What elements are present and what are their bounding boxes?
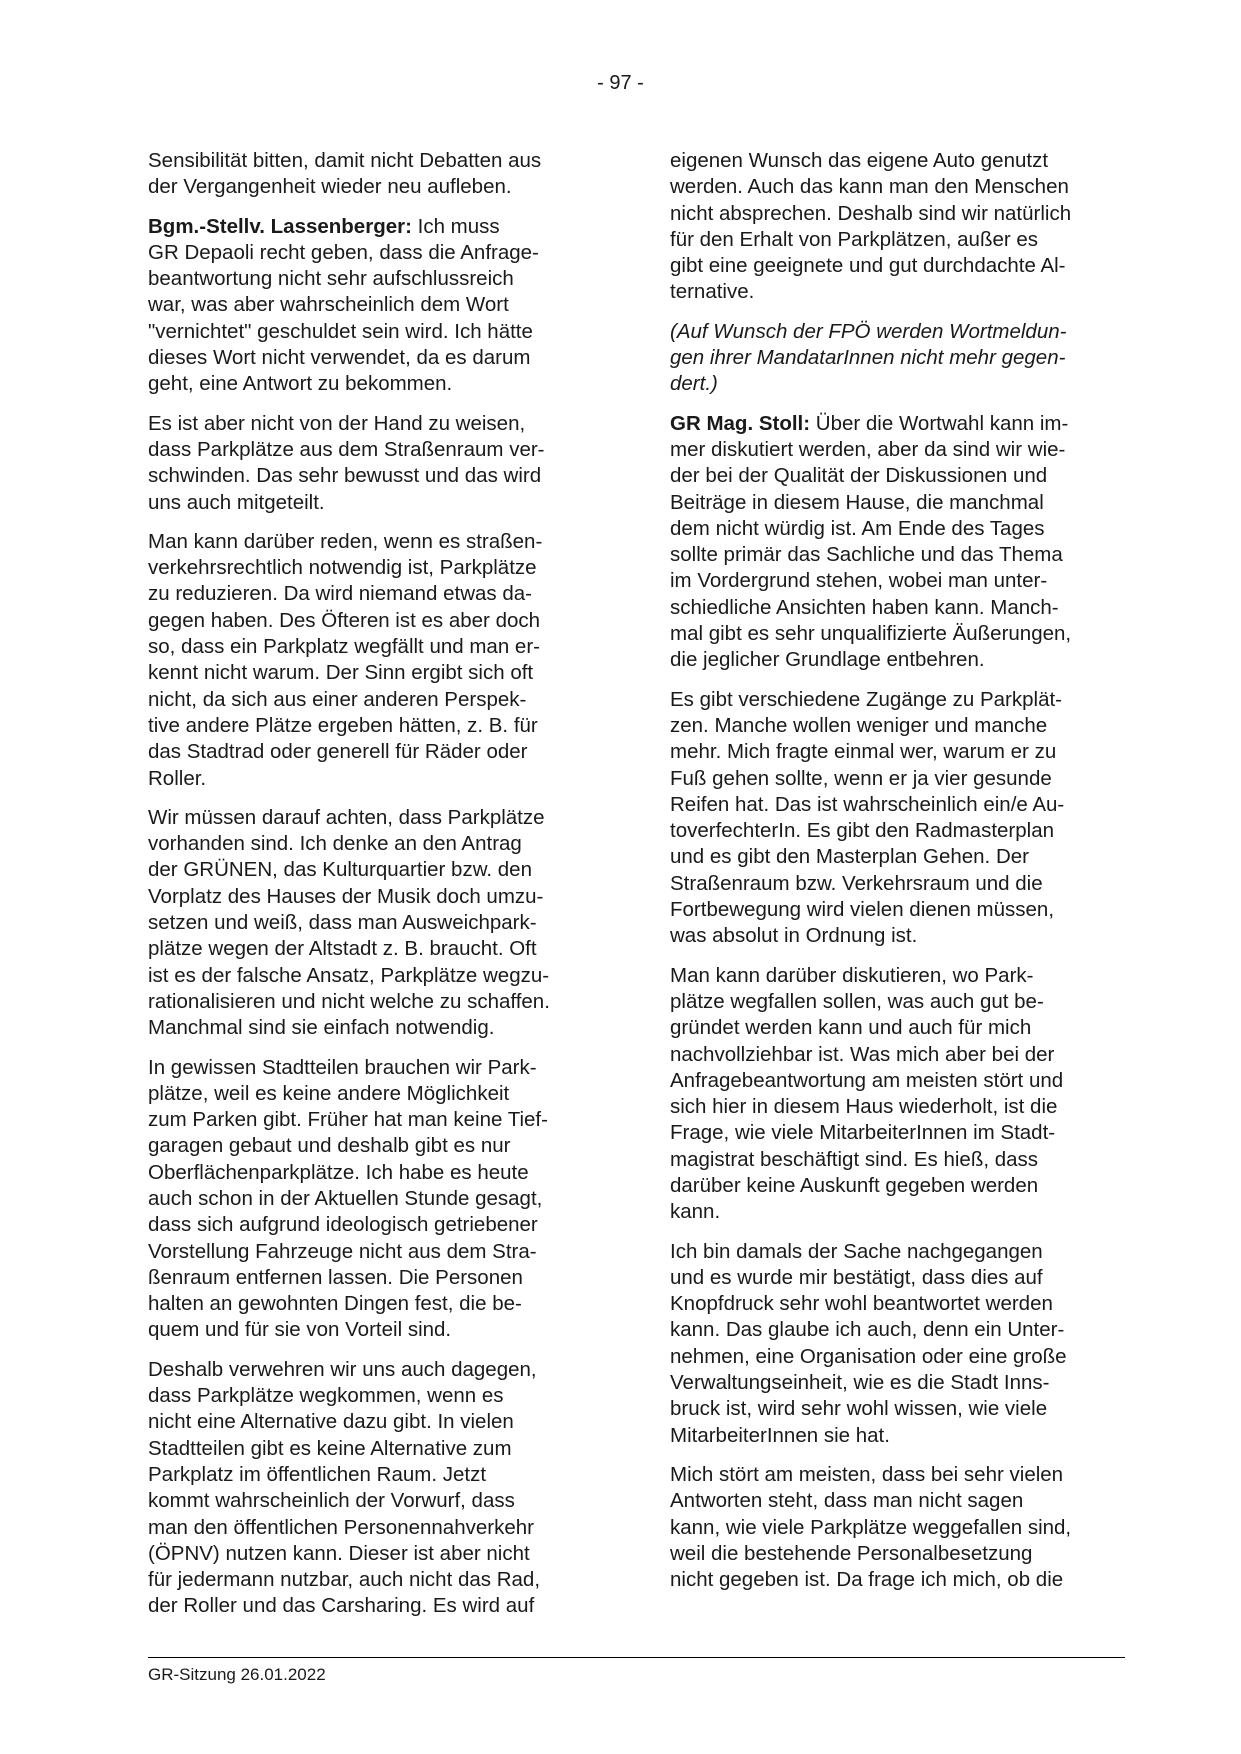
editorial-note: (Auf Wunsch der FPÖ werden Wortmeldun- gen ihrer MandatarInnen nicht mehr gegen- dert.) [670, 319, 1067, 396]
paragraph: eigenen Wunsch das eigene Auto genutzt werden. Auch das kann man den Menschen nicht absprechen. Deshalb sind wir natürlich für den Erhalt von Parkplätzen, außer es gibt eine geeignete und gut durchdachte Al- ternative. [670, 149, 1072, 304]
right-column [670, 148, 1122, 1606]
speaker-name: GR Mag. Stoll: [670, 411, 811, 435]
page-number: - 97 - [597, 72, 644, 94]
paragraph: Ich bin damals der Sache nachgegangen und es wurde mir bestätigt, dass dies auf Knopfdruck sehr wohl beantwortet werden kann. Das glaube ich auch, denn ein Unter- nehmen, eine Organisation oder eine große Verwaltungseinheit, wie es die Stadt Inns- bruck ist, wird sehr wohl wissen, wie viele MitarbeiterInnen sie hat. [670, 1239, 1067, 1447]
paragraph: Es ist aber nicht von der Hand zu weisen, dass Parkplätze aus dem Straßenraum ver- schwinden. Das sehr bewusst und das wird uns auch mitgeteilt. [148, 411, 545, 514]
speaker-name: Bgm.-Stellv. Lassenberger: [148, 214, 412, 238]
footer-text: GR-Sitzung 26.01.2022 [148, 1665, 326, 1684]
left-column [148, 148, 600, 1633]
paragraph: In gewissen Stadtteilen brauchen wir Park- plätze, weil es keine andere Möglichkeit zum Parken gibt. Früher hat man keine Tief- garagen gebaut und deshalb gibt es nur Oberflächenparkplätze. Ich habe es heute auch schon in der Aktuellen Stunde gesagt, dass sich aufgrund ideologisch getriebener Vorstellung Fahrzeuge nicht aus dem Stra- ßenraum entfernen lassen. Die Personen halten an gewohnten Dingen fest, die be- quem und für sie von Vorteil sind. [148, 1055, 548, 1342]
paragraph: Man kann darüber diskutieren, wo Park- plätze wegfallen sollen, was auch gut be- gründet werden kann und auch für mich nachvollziehbar ist. Was mich aber bei der Anfragebeantwortung am meisten stört und sich hier in diesem Haus wiederholt, ist die Frage, wie viele MitarbeiterInnen im Stadt- magistrat beschäftigt sind. Es hieß, dass darüber keine Auskunft gegeben werden kann. [670, 963, 1064, 1224]
paragraph: Man kann darüber reden, wenn es straßen- verkehrsrechtlich notwendig ist, Parkplätze zu reduzieren. Da wird niemand etwas da- gegen haben. Des Öfteren ist es aber doch so, dass ein Parkplatz wegfällt und man er- kennt nicht warum. Der Sinn ergibt sich oft nicht, da sich aus einer anderen Perspek- tive andere Plätze ergeben hätten, z. B. für das Stadtrad oder generell für Räder oder Roller. [148, 529, 543, 790]
paragraph: Mich stört am meisten, dass bei sehr vielen Antworten steht, dass man nicht sagen kann, wie viele Parkplätze weggefallen sind, weil die bestehende Personalbesetzung nicht gegeben ist. Da frage ich mich, ob die [670, 1462, 1072, 1592]
paragraph: Sensibilität bitten, damit nicht Debatten aus der Vergangenheit wieder neu aufleben. [148, 149, 542, 199]
paragraph [670, 411, 1122, 674]
paragraph: Deshalb verwehren wir uns auch dagegen, dass Parkplätze wegkommen, wenn es nicht eine Alternative dazu gibt. In vielen Stadtteilen gibt es keine Alternative zum Parkplatz im öffentlichen Raum. Jetzt kommt wahrscheinlich der Vorwurf, dass man den öffentlichen Personennahverkehr (ÖPNV) nutzen kann. Dieser ist aber nicht für jedermann nutzbar, auch nicht das Rad, der Roller und das Carsharing. Es wird auf [148, 1357, 541, 1618]
paragraph [148, 214, 600, 398]
footer-divider [148, 1657, 1125, 1658]
paragraph-text: Über die Wortwahl kann im- mer diskutiert werden, aber da sind wir wie- der bei der Qualität der Diskussionen und Beiträge in diesem Hause, die manchmal dem nicht würdig ist. Am Ende des Tages sollte primär das Sachliche und das Thema im Vordergrund stehen, wobei man unter- schiedliche Ansichten haben kann. Manch- mal gibt es sehr unqualifizierte Äußerungen, die jeglicher Grundlage entbehren. [670, 411, 1072, 672]
paragraph: Es gibt verschiedene Zugänge zu Parkplät- zen. Manche wollen weniger und manche mehr. Mich fragte einmal wer, warum er zu Fuß gehen sollte, wenn er ja vier gesunde Reifen hat. Das ist wahrscheinlich ein/e Au- toverfechterIn. Es gibt den Radmasterplan und es gibt den Masterplan Gehen. Der Straßenraum bzw. Verkehrsraum und die Fortbewegung wird vielen dienen müssen, was absolut in Ordnung ist. [670, 687, 1065, 948]
paragraph: Wir müssen darauf achten, dass Parkplätze vorhanden sind. Ich denke an den Antrag der GRÜNEN, das Kulturquartier bzw. den Vorplatz des Hauses der Musik doch umzu- setzen und weiß, dass man Ausweichpark- plätze wegen der Altstadt z. B. braucht. Oft ist es der falsche Ansatz, Parkplätze wegzu- rationalisieren und nicht welche zu schaffen. Manchmal sind sie einfach notwendig. [148, 805, 550, 1040]
paragraph-text: Ich muss GR Depaoli recht geben, dass die Anfrage- beantwortung nicht sehr aufschlussreich war, was aber wahrscheinlich dem Wort "vernichtet" geschuldet sein wird. Ich hätte dieses Wort nicht verwendet, da es darum geht, eine Antwort zu bekommen. [148, 214, 539, 396]
